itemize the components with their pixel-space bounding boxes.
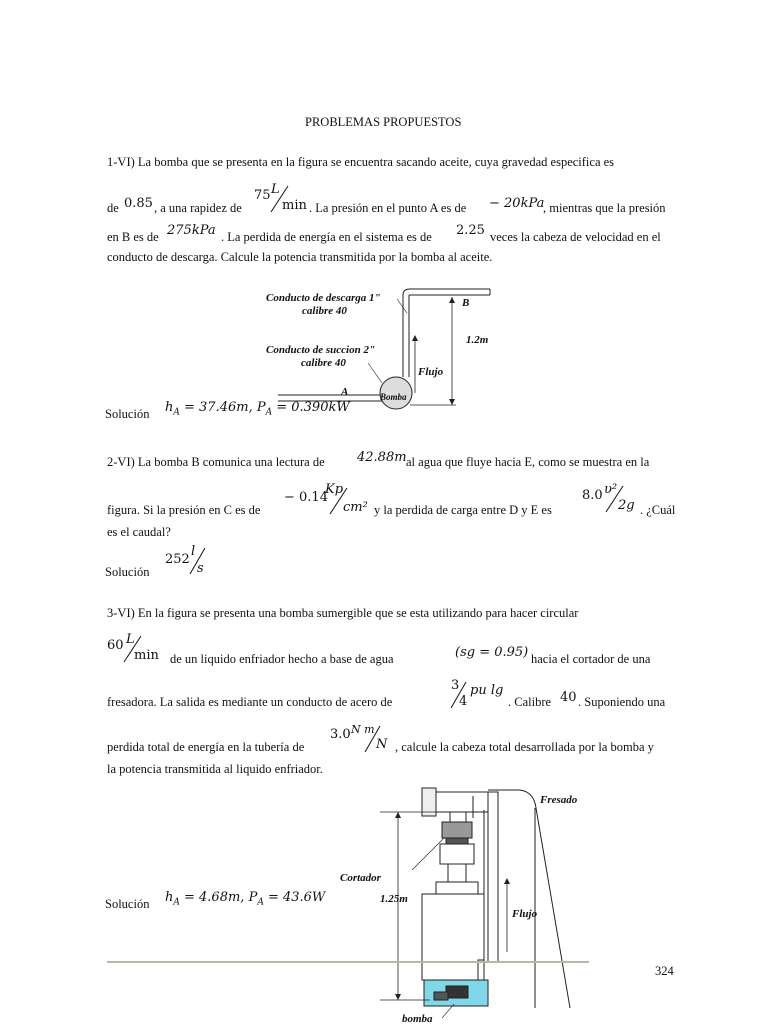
p1-text: . La presión en el punto A es de: [309, 201, 467, 215]
fig1-label-A: A: [341, 386, 349, 398]
p1-solution-label: Solución: [105, 407, 150, 421]
p3-q-num: 60: [107, 638, 124, 653]
p3-q-top: L: [126, 632, 135, 647]
footer-rule: [107, 961, 589, 963]
p1-text: veces la cabeza de velocidad en el: [490, 230, 661, 244]
p2-sol-top: l: [191, 544, 196, 559]
p3-line5: la potencia transmitida al liquido enfriador.: [107, 762, 323, 776]
fig3-label-height: 1.25m: [380, 893, 408, 905]
p1-text: . La perdida de energía en el sistema es de: [221, 230, 432, 244]
p2-loss-bot: 2g: [618, 498, 635, 513]
p1-line1: 1-VI) La bomba que se presenta en la figura se encuentra sacando aceite, cuya gravedad especifica es: [107, 155, 615, 169]
p1-flow-num: 75: [254, 188, 271, 203]
fig1-label-discharge: Conducto de descarga 1": [266, 292, 381, 304]
p2-pC-bot: cm²: [343, 500, 368, 515]
p2-text: 2-VI) La bomba B comunica una lectura de: [107, 455, 325, 469]
p1-flow-top: L: [271, 182, 280, 197]
fig1-label-suction: Conducto de succion 2": [266, 344, 376, 356]
p3-text: . Calibre: [508, 695, 552, 709]
p2-pC-num: − 0.14: [284, 490, 328, 505]
p3-q-bot: min: [134, 648, 159, 663]
p3-solution: $h_A = 4.68m$, $P_A = 43.6W$: [165, 890, 326, 908]
fig1-label-B: B: [462, 297, 470, 309]
p3-loss-top: N m: [351, 723, 375, 736]
p1-k: 2.25: [456, 223, 485, 238]
fig1-label-suction2: calibre 40: [301, 357, 346, 369]
fig3-label-flow: Flujo: [512, 908, 538, 920]
p3-text: perdida total de energía en la tubería de: [107, 740, 305, 754]
p1-solution: $h_A = 37.46m$, $P_A = 0.390kW$: [165, 400, 350, 418]
p2-loss-top: υ²: [604, 482, 618, 497]
p1-pA: − 20kPa: [489, 196, 545, 211]
page-title: PROBLEMAS PROPUESTOS: [305, 115, 462, 129]
p2-loss-num: 8.0: [582, 488, 603, 503]
p3-text: , calcule la cabeza total desarrollada por la bomba y: [395, 740, 654, 754]
p1-pB: 275kPa: [167, 223, 216, 238]
p3-d-bot: 4: [459, 694, 468, 709]
p3-loss-bot: N: [376, 737, 388, 752]
p1-text: , mientras que la presión: [543, 201, 666, 215]
p2-text: y la perdida de carga entre D y E es: [374, 503, 552, 517]
p1-flow-bot: min: [282, 198, 307, 213]
fig1-label-height: 1.2m: [466, 334, 489, 346]
p3-text: hacia el cortador de una: [531, 652, 651, 666]
fig1-label-flow: Flujo: [418, 366, 444, 378]
fig3-label-fresado: Fresado: [540, 794, 578, 806]
fig1-label-pump: Bomba: [380, 392, 407, 402]
p3-d-unit: pu lg: [470, 683, 504, 698]
p1-text: en B es de: [107, 230, 159, 244]
p3-sg: (sg = 0.95): [455, 645, 529, 660]
p3-cal: 40: [560, 690, 577, 705]
p3-text: . Suponiendo una: [578, 695, 666, 709]
p1-sg: 0.85: [124, 196, 153, 211]
p2-sol-bot: s: [197, 561, 204, 576]
p1-line4: conducto de descarga. Calcule la potencia transmitida por la bomba al aceite.: [107, 250, 493, 264]
p2-text: figura. Si la presión en C es de: [107, 503, 261, 517]
p3-text: fresadora. La salida es mediante un conducto de acero de: [107, 695, 393, 709]
p2-line3: es el caudal?: [107, 525, 171, 539]
p2-text: al agua que fluye hacia E, como se muestra en la: [406, 455, 650, 469]
p3-text: de un liquido enfriador hecho a base de agua: [170, 652, 394, 666]
page-number: 324: [655, 964, 674, 978]
p1-text: de: [107, 201, 119, 215]
p2-solution-label: Solución: [105, 565, 150, 579]
p3-loss-num: 3.0: [330, 727, 351, 742]
p2-pC-top: Kp: [325, 482, 344, 497]
p3-line1: 3-VI) En la figura se presenta una bomba sumergible que se esta utilizando para hacer circular: [107, 606, 579, 620]
fig3-label-pump: bomba: [402, 1013, 433, 1025]
fig1-label-discharge2: calibre 40: [302, 305, 347, 317]
p2-sol-num: 252: [165, 552, 190, 567]
p3-d-top: 3: [451, 678, 460, 693]
p1-text: , a una rapidez de: [154, 201, 242, 215]
fig3-label-cortador: Cortador: [340, 872, 381, 884]
p2-text: . ¿Cuál: [640, 503, 676, 517]
p2-reading: 42.88m: [357, 450, 407, 465]
p3-solution-label: Solución: [105, 897, 150, 911]
